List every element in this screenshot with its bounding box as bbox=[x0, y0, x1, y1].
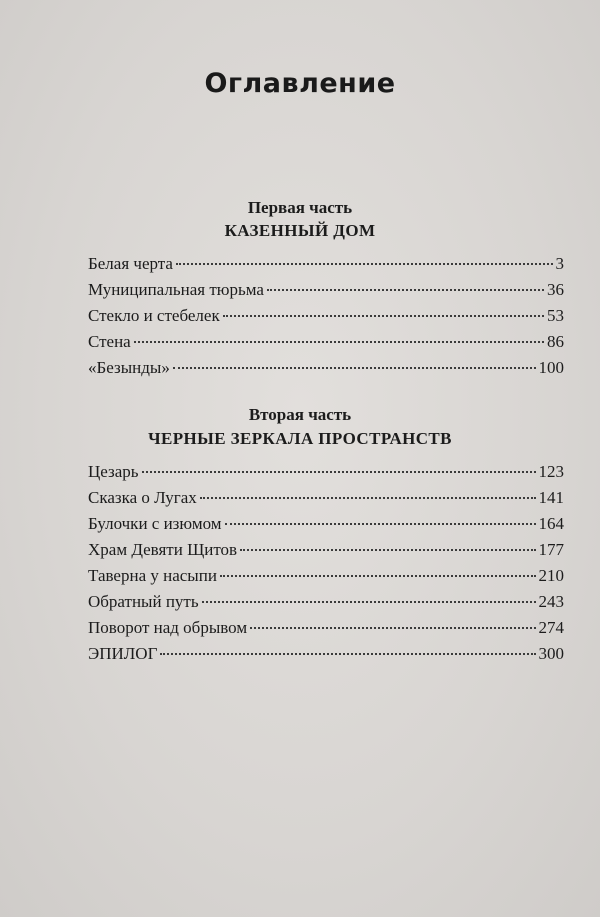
dot-leader bbox=[250, 627, 535, 629]
entry-title: Муниципальная тюрьма bbox=[88, 280, 264, 299]
toc-entry[interactable] bbox=[88, 462, 564, 488]
toc-entry[interactable] bbox=[88, 592, 564, 618]
dot-leader bbox=[134, 341, 544, 343]
part-2-label: Вторая часть bbox=[248, 405, 352, 424]
entry-page: 3 bbox=[555, 254, 564, 273]
dot-leader bbox=[202, 601, 536, 603]
entry-title: Таверна у насыпи bbox=[88, 566, 217, 585]
dot-leader bbox=[240, 549, 535, 551]
dot-leader bbox=[160, 653, 535, 655]
dot-leader bbox=[173, 367, 536, 369]
entry-page: 53 bbox=[547, 306, 564, 325]
entry-title: Обратный путь bbox=[88, 592, 199, 611]
toc-entry[interactable] bbox=[88, 306, 564, 332]
entry-title: «Безынды» bbox=[88, 358, 170, 377]
entry-title: Сказка о Лугах bbox=[88, 488, 197, 507]
entry-page: 86 bbox=[547, 332, 564, 351]
entry-title: Булочки с изюмом bbox=[88, 514, 222, 533]
dot-leader bbox=[200, 497, 536, 499]
entry-title: Поворот над обрывом bbox=[88, 618, 248, 637]
dot-leader bbox=[267, 289, 544, 291]
entry-title: Белая черта bbox=[88, 254, 173, 273]
dot-leader bbox=[220, 575, 536, 577]
entry-title: Стена bbox=[88, 332, 131, 351]
toc-entry[interactable] bbox=[88, 566, 564, 592]
toc-entry[interactable] bbox=[88, 358, 564, 384]
entry-page: 36 bbox=[547, 280, 564, 299]
dot-leader bbox=[142, 471, 536, 473]
toc-entry[interactable] bbox=[88, 644, 564, 670]
entry-page: 300 bbox=[538, 644, 564, 663]
part-1-entries bbox=[88, 254, 564, 384]
dot-leader bbox=[225, 523, 536, 525]
entry-page: 100 bbox=[538, 358, 564, 377]
toc-entry[interactable] bbox=[88, 332, 564, 358]
toc-entry[interactable] bbox=[88, 254, 564, 280]
toc-title: Оглавление bbox=[204, 68, 396, 99]
part-2-name: ЧЕРНЫЕ ЗЕРКАЛА ПРОСТРАНСТВ bbox=[148, 429, 452, 448]
part-2-entries bbox=[88, 462, 564, 670]
toc-entry[interactable] bbox=[88, 618, 564, 644]
toc-entry[interactable] bbox=[88, 514, 564, 540]
entry-page: 164 bbox=[538, 514, 564, 533]
entry-page: 123 bbox=[538, 462, 564, 481]
entry-page: 243 bbox=[538, 592, 564, 611]
entry-page: 210 bbox=[538, 566, 564, 585]
toc-entry[interactable] bbox=[88, 540, 564, 566]
dot-leader bbox=[176, 263, 553, 265]
entry-title: Стекло и стебелек bbox=[88, 306, 220, 325]
part-1-label: Первая часть bbox=[247, 198, 353, 217]
entry-title: ЭПИЛОГ bbox=[88, 644, 158, 663]
entry-title: Цезарь bbox=[88, 462, 139, 481]
entry-page: 141 bbox=[538, 488, 564, 507]
toc-entry[interactable] bbox=[88, 280, 564, 306]
entry-page: 274 bbox=[538, 618, 564, 637]
entry-title: Храм Девяти Щитов bbox=[88, 540, 238, 559]
toc-entry[interactable] bbox=[88, 488, 564, 514]
entry-page: 177 bbox=[538, 540, 564, 559]
dot-leader bbox=[223, 315, 544, 317]
part-1-name: КАЗЕННЫЙ ДОМ bbox=[224, 221, 376, 240]
